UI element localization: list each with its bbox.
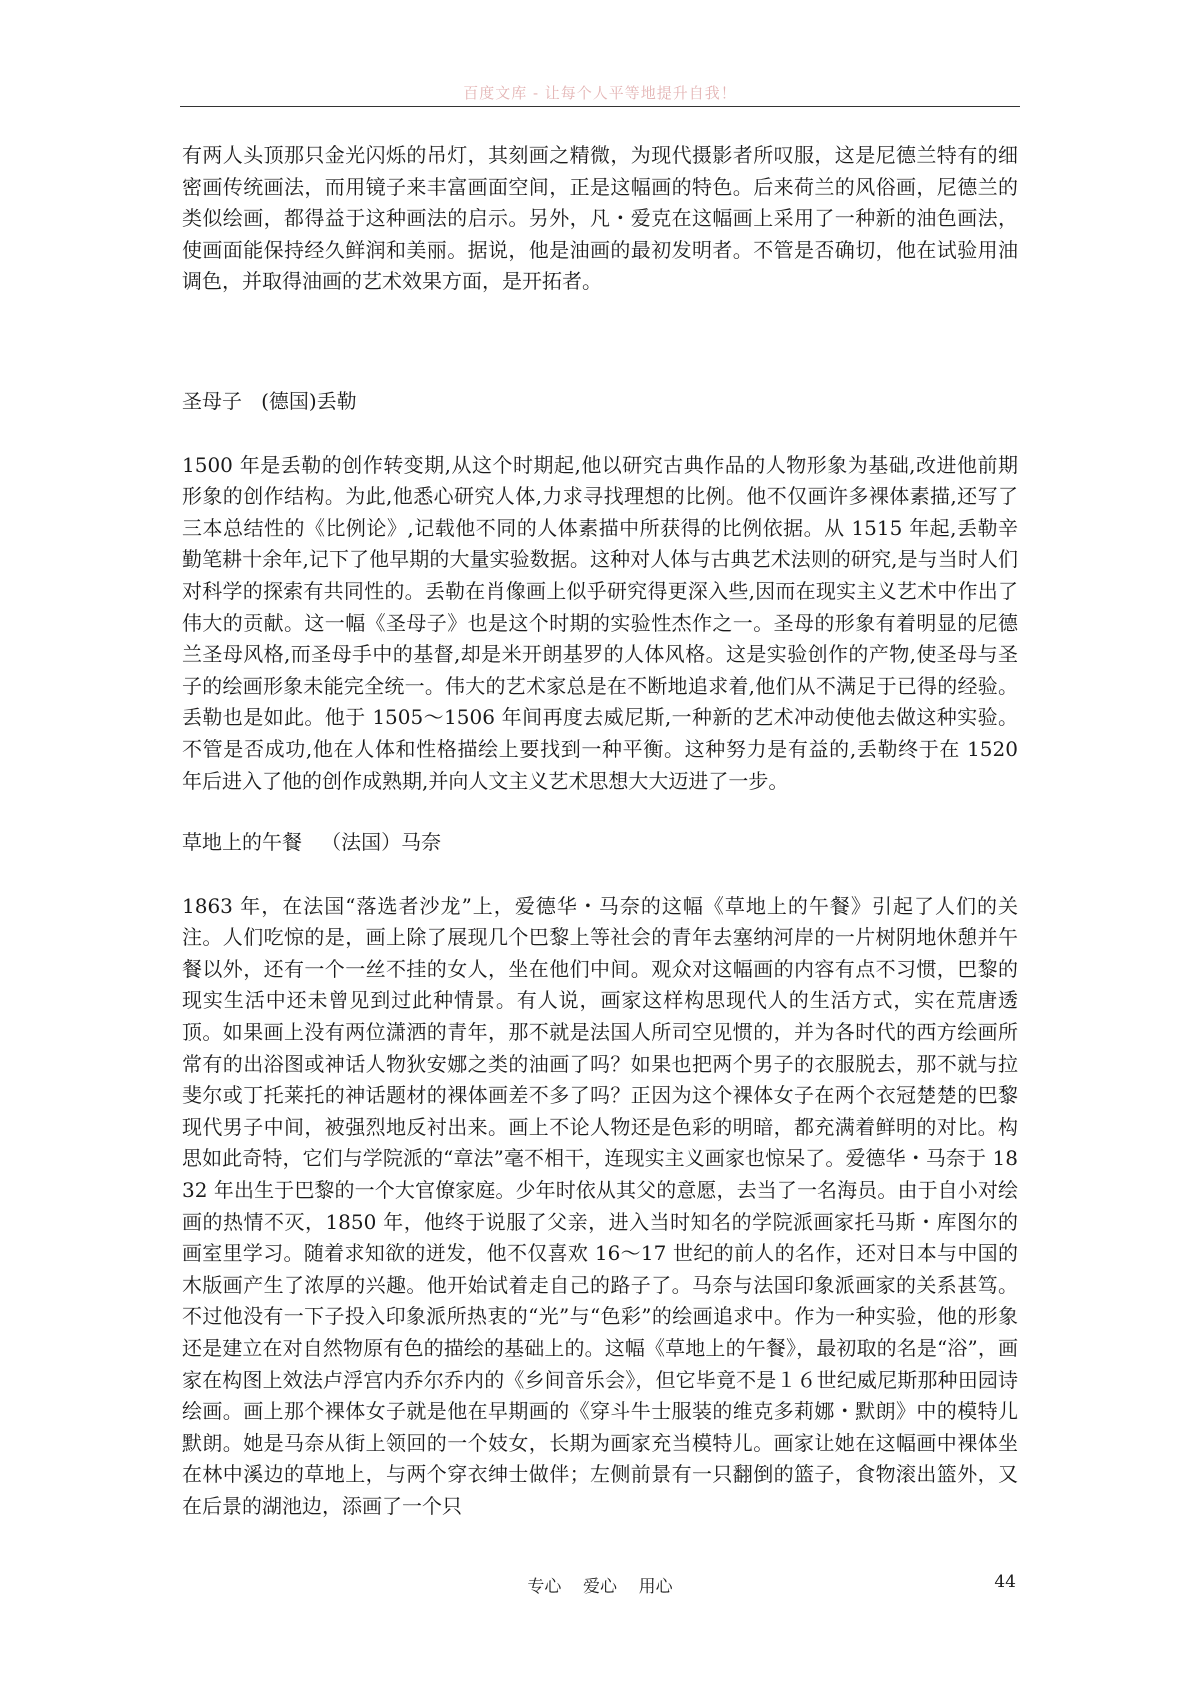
spacer [182,797,1018,827]
footer-motto: 专心 爱心 用心 [527,1577,673,1597]
section-heading-durer: 圣母子 (德国)丢勒 [182,388,357,413]
paragraph-durer: 1500 年是丢勒的创作转变期,从这个时期起,他以研究古典作品的人物形象为基础,改进他前期形象的创作结构。为此,他悉心研究人体,力求寻找理想的比例。他不仅画许多裸体素描,还写了三本总结性的《比例论》,记载他不同的人体素描中所获得的比例依据。从 1515 年起,丢勒辛勤笔耕十余年,记下了他早期的大量实验数据。这种对人体与古典艺术法则的研究,是与当时人们对科学的探索有共同性的。丢勒在肖像画上似乎研究得更深入些,因而在现实主义艺术中作出了伟大的贡献。这一幅《圣母子》也是这个时期的实验性杰作之一。圣母的形象有着明显的尼德兰圣母风格,而圣母手中的基督,却是米开朗基罗的人体风格。这是实验创作的产物,使圣母与圣子的绘画形象未能完全统一。伟大的艺术家总是在不断地追求着,他们从不满足于已得的经验。丢勒也是如此。他于 1505～1506 年间再度去威尼斯,一种新的艺术冲动使他去做这种实验。不管是否成功,他在人体和性格描绘上要找到一种平衡。这种努力是有益的,丢勒终于在 1520 年后进入了他的创作成熟期,并向人文主义艺术思想大大迈进了一步。 [182,452,1018,793]
header-text: 百度文库 - 让每个人平等地提升自我！ [463,84,737,102]
page-number: 44 [994,1572,1016,1592]
section-heading-manet: 草地上的午餐 （法国）马奈 [182,830,442,855]
paragraph-manet: 1863 年，在法国“落选者沙龙”上，爱德华・马奈的这幅《草地上的午餐》引起了人们的关注。人们吃惊的是，画上除了展现几个巴黎上等社会的青年去塞纳河岸的一片树阴地休憩并午餐以外，还有一个一丝不挂的女人，坐在他们中间。观众对这幅画的内容有点不习惯，巴黎的现实生活中还未曾见到过此种情景。有人说，画家这样构思现代人的生活方式，实在荒唐透顶。如果画上没有两位潇洒的青年，那不就是法国人所司空见惯的，并为各时代的西方绘画所常有的出浴图或神话人物狄安娜之类的油画了吗？如果也把两个男子的衣服脱去，那不就与拉斐尔或丁托莱托的神话题材的裸体画差不多了吗？正因为这个裸体女子在两个衣冠楚楚的巴黎现代男子中间，被强烈地反衬出来。画上不论人物还是色彩的明暗，都充满着鲜明的对比。构思如此奇特，它们与学院派的“章法”毫不相干，连现实主义画家也惊呆了。爱德华・马奈于 1832 年出生于巴黎的一个大官僚家庭。少年时依从其父的意愿，去当了一名海员。由于自小对绘画的热情不灭，1850 年，他终于说服了父亲，进入当时知名的学院派画家托马斯・库图尔的画室里学习。随着求知欲的迸发，他不仅喜欢 16～17 世纪的前人的名作，还对日本与中国的木版画产生了浓厚的兴趣。他开始试着走自己的路子了。马奈与法国印象派画家的关系甚笃。不过他没有一下子投入印象派所热衷的“光”与“色彩”的绘画追求中。作为一种实验，他的形象还是建立在对自然物原有色的描绘的基础上的。这幅《草地上的午餐》，最初取的名是“浴”，画家在构图上效法卢浮宫内乔尔乔内的《乡间音乐会》，但它毕竟不是１６世纪威尼斯那种田园诗绘画。画上那个裸体女子就是他在早期画的《穿斗牛士服装的维克多莉娜・默朗》中的模特儿默朗。她是马奈从街上领回的一个妓女，长期为画家充当模特儿。画家让她在这幅画中裸体坐在林中溪边的草地上，与两个穿衣绅士做伴；左侧前景有一只翻倒的篮子，食物滚出篮外，又在后景的湖池边，添画了一个只 [182,893,1018,1518]
paragraph-van-eyck: 有两人头顶那只金光闪烁的吊灯，其刻画之精微，为现代摄影者所叹服，这是尼德兰特有的细密画传统画法，而用镜子来丰富画面空间，正是这幅画的特色。后来荷兰的风俗画，尼德兰的类似绘画，都得益于这种画法的启示。另外，凡・爱克在这幅画上采用了一种新的油色画法，使画面能保持经久鲜润和美丽。据说，他是油画的最初发明者。不管是否确切，他在试验用油调色，并取得油画的艺术效果方面，是开拓者。 [182,143,1018,294]
spacer [182,418,1018,450]
spacer [182,859,1018,891]
page-header [180,82,1020,107]
page-footer [180,1572,1020,1602]
document-body [182,140,1018,1523]
spacer [182,298,1018,386]
